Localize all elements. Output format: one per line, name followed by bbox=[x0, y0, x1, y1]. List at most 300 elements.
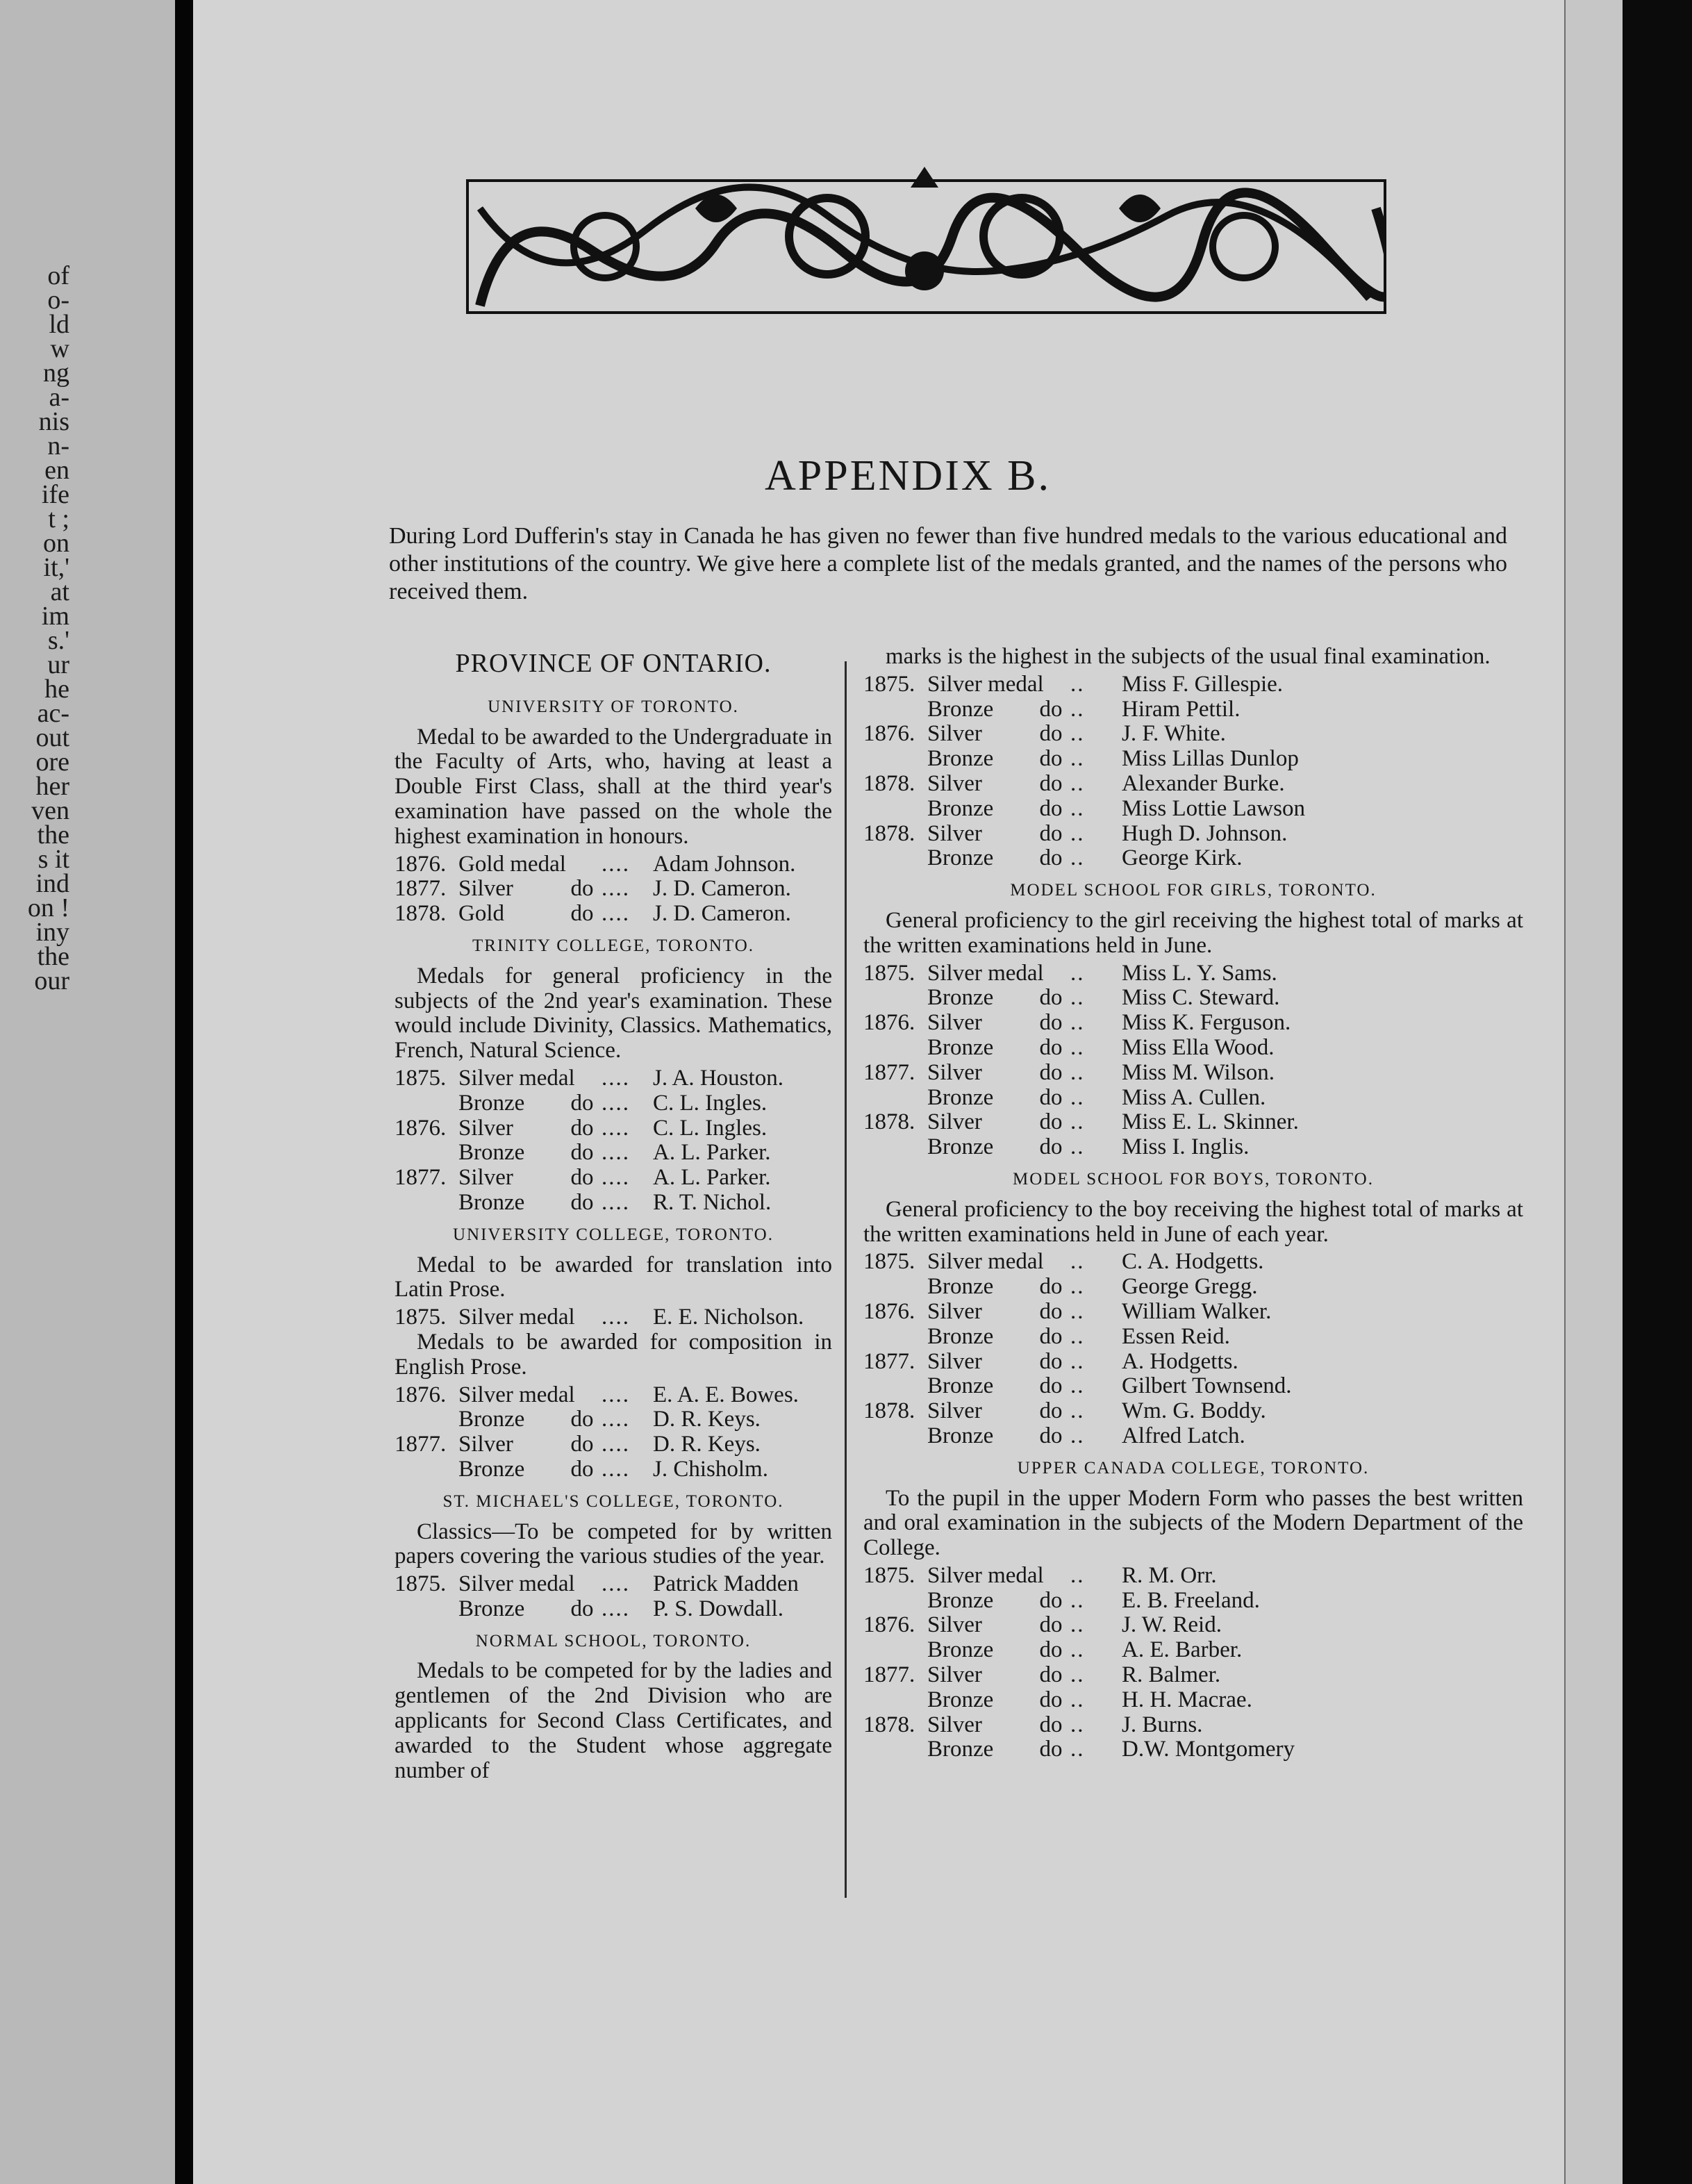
facing-page-line: the bbox=[37, 820, 69, 850]
medal-row bbox=[395, 1166, 832, 1191]
medal-type: Bronze bbox=[927, 985, 994, 1011]
ditto-mark: do bbox=[570, 1432, 594, 1457]
medal-year: 1878. bbox=[863, 1398, 915, 1424]
medal-row bbox=[863, 1737, 1523, 1762]
recipient-name: Miss E. L. Skinner. bbox=[1122, 1109, 1299, 1135]
ditto-mark: do bbox=[1039, 985, 1063, 1011]
book-edge bbox=[1623, 0, 1692, 2184]
section-heading: NORMAL SCHOOL, TORONTO. bbox=[475, 1631, 752, 1651]
medal-year: 1875. bbox=[863, 1249, 915, 1275]
leader-dots: .. bbox=[1070, 1612, 1085, 1638]
medal-year: 1877. bbox=[863, 1662, 915, 1688]
ditto-mark: do bbox=[1039, 1612, 1063, 1638]
page-edge bbox=[1564, 0, 1623, 2184]
medal-type: Silver bbox=[927, 1712, 982, 1737]
medal-year bbox=[395, 1091, 458, 1116]
recipient-name: Adam Johnson. bbox=[653, 851, 796, 877]
medal-year bbox=[863, 1374, 927, 1399]
leader-dots: .... bbox=[602, 1305, 630, 1330]
facing-page-line: n- bbox=[47, 431, 69, 461]
section-heading: MODEL SCHOOL FOR BOYS, TORONTO. bbox=[1013, 1169, 1374, 1189]
medal-row bbox=[395, 877, 832, 902]
facing-page-line: it,' bbox=[43, 553, 69, 582]
medal-type: Silver bbox=[927, 1398, 982, 1424]
medal-year: 1877. bbox=[395, 1432, 447, 1457]
leader-dots: .... bbox=[602, 1140, 630, 1166]
medal-row bbox=[863, 1300, 1523, 1325]
medal-year: 1876. bbox=[395, 1382, 447, 1407]
medal-year: 1876. bbox=[395, 1115, 447, 1141]
medal-type: Silver medal bbox=[458, 1065, 575, 1091]
recipient-name: J. Burns. bbox=[1122, 1712, 1203, 1737]
facing-page-line: iny bbox=[35, 918, 69, 947]
facing-page-line: ur bbox=[47, 650, 69, 679]
recipient-name: E. B. Freeland. bbox=[1122, 1587, 1260, 1613]
recipient-name: William Walker. bbox=[1122, 1298, 1272, 1324]
medal-row bbox=[863, 697, 1523, 722]
medal-type: Bronze bbox=[927, 746, 994, 772]
ditto-mark: do bbox=[1039, 1010, 1063, 1036]
medal-year bbox=[863, 1688, 927, 1713]
medal-row bbox=[863, 822, 1523, 847]
recipient-name: Miss I. Inglis. bbox=[1122, 1134, 1250, 1160]
medal-type: Silver medal bbox=[458, 1382, 575, 1407]
recipient-name: D. R. Keys. bbox=[653, 1432, 761, 1457]
medal-row bbox=[395, 1407, 832, 1432]
facing-page-line: s.' bbox=[47, 626, 69, 655]
section-heading: UPPER CANADA COLLEGE, TORONTO. bbox=[1017, 1458, 1370, 1478]
medal-type: Silver bbox=[458, 1432, 513, 1457]
ditto-mark: do bbox=[1039, 1323, 1063, 1349]
medal-type: Silver bbox=[927, 820, 982, 846]
section-heading: MODEL SCHOOL FOR GIRLS, TORONTO. bbox=[1010, 881, 1377, 900]
medal-year: 1876. bbox=[395, 851, 447, 877]
medal-year: 1875. bbox=[863, 960, 915, 986]
recipient-name: Miss Lottie Lawson bbox=[1122, 795, 1305, 821]
medal-type: Bronze bbox=[927, 696, 994, 722]
medal-row bbox=[863, 1424, 1523, 1449]
medal-row bbox=[863, 1589, 1523, 1614]
ditto-mark: do bbox=[570, 1407, 594, 1432]
leader-dots: .. bbox=[1070, 1059, 1085, 1085]
medal-year: 1876. bbox=[863, 721, 915, 747]
recipient-name: D.W. Montgomery bbox=[1122, 1737, 1295, 1762]
medal-row bbox=[863, 1110, 1523, 1135]
recipient-name: A. E. Barber. bbox=[1122, 1637, 1243, 1663]
ditto-mark: do bbox=[1039, 1737, 1063, 1762]
medal-year: 1875. bbox=[863, 671, 915, 697]
leader-dots: .... bbox=[602, 851, 630, 877]
leader-dots: .... bbox=[602, 1090, 630, 1116]
medal-row bbox=[863, 1688, 1523, 1713]
section-description: Classics—To be competed for by written papers covering the various studies of the year. bbox=[395, 1519, 832, 1569]
medal-row bbox=[863, 1086, 1523, 1111]
medal-type: Bronze bbox=[927, 1084, 994, 1110]
medal-row bbox=[863, 1061, 1523, 1086]
recipient-name: C. L. Ingles. bbox=[653, 1090, 768, 1116]
recipient-name: P. S. Dowdall. bbox=[653, 1596, 783, 1621]
medal-row bbox=[863, 1350, 1523, 1375]
leader-dots: .. bbox=[1070, 985, 1085, 1011]
medal-row bbox=[863, 986, 1523, 1011]
facing-page-line: her bbox=[35, 772, 69, 801]
medal-year: 1878. bbox=[395, 901, 447, 927]
medal-row bbox=[863, 772, 1523, 797]
recipient-name: C. L. Ingles. bbox=[653, 1115, 768, 1141]
medal-row bbox=[863, 1036, 1523, 1061]
medal-type: Silver bbox=[927, 1109, 982, 1135]
medal-type: Gold medal bbox=[458, 851, 566, 877]
recipient-name: J. D. Cameron. bbox=[653, 901, 791, 927]
facing-page-line: t ; bbox=[48, 504, 69, 533]
recipient-name: Miss K. Ferguson. bbox=[1122, 1010, 1291, 1036]
recipient-name: A. L. Parker. bbox=[653, 1140, 771, 1166]
medal-row bbox=[863, 961, 1523, 986]
leader-dots: .. bbox=[1070, 1587, 1085, 1613]
section-description: Medals for general proficiency in the subjects of the 2nd year's examination. These would include Divinity, Classics. Mathematics, French, Natural Science. bbox=[395, 963, 832, 1064]
recipient-name: J. A. Houston. bbox=[653, 1065, 783, 1091]
medal-type: Bronze bbox=[927, 1373, 994, 1399]
ditto-mark: do bbox=[1039, 1134, 1063, 1160]
leader-dots: .. bbox=[1070, 746, 1085, 772]
ditto-mark: do bbox=[570, 1115, 594, 1141]
ditto-mark: do bbox=[1039, 1398, 1063, 1424]
medal-type: Bronze bbox=[927, 1637, 994, 1663]
leader-dots: .. bbox=[1070, 1084, 1085, 1110]
medal-type: Silver medal bbox=[458, 1305, 575, 1330]
recipient-name: Hugh D. Johnson. bbox=[1122, 820, 1288, 846]
leader-dots: .... bbox=[602, 1065, 630, 1091]
medal-year bbox=[863, 1275, 927, 1300]
medal-type: Silver bbox=[927, 1059, 982, 1085]
section-description: Medal to be awarded to the Undergraduate in the Faculty of Arts, who, having at least a Double First Class, shall at the third year's examination have passed on the whole the highest examination in honours. bbox=[395, 724, 832, 849]
medal-year bbox=[395, 1141, 458, 1166]
facing-page-line: ac- bbox=[37, 699, 69, 728]
recipient-name: Miss C. Steward. bbox=[1122, 985, 1280, 1011]
ditto-mark: do bbox=[1039, 1274, 1063, 1300]
recipient-name: R. T. Nichol. bbox=[653, 1189, 772, 1215]
leader-dots: .. bbox=[1070, 1637, 1085, 1663]
facing-page-line: ore bbox=[35, 747, 69, 777]
recipient-name: R. M. Orr. bbox=[1122, 1562, 1217, 1588]
facing-page-line: ife bbox=[41, 480, 69, 509]
medal-year: 1877. bbox=[863, 1059, 915, 1085]
medal-row bbox=[395, 1457, 832, 1482]
ditto-mark: do bbox=[1039, 1423, 1063, 1448]
ditto-mark: do bbox=[570, 1140, 594, 1166]
medal-type: Silver bbox=[927, 1612, 982, 1638]
ditto-mark: do bbox=[1039, 1298, 1063, 1324]
medal-row bbox=[395, 1091, 832, 1116]
medal-row bbox=[863, 722, 1523, 747]
page-title: APPENDIX B. bbox=[765, 452, 1051, 499]
leader-dots: .... bbox=[602, 1407, 630, 1432]
recipient-name: Miss Ella Wood. bbox=[1122, 1034, 1275, 1060]
leader-dots: .. bbox=[1070, 1323, 1085, 1349]
leader-dots: .. bbox=[1070, 1398, 1085, 1424]
medal-row bbox=[395, 1572, 832, 1597]
section-heading: TRINITY COLLEGE, TORONTO. bbox=[472, 936, 754, 955]
ditto-mark: do bbox=[1039, 696, 1063, 722]
recipient-name: R. Balmer. bbox=[1122, 1662, 1221, 1688]
medal-row bbox=[863, 747, 1523, 772]
facing-page-line: our bbox=[34, 966, 69, 995]
recipient-name: Alexander Burke. bbox=[1122, 770, 1285, 796]
medal-row bbox=[863, 1399, 1523, 1424]
section-description: Medals to be competed for by the ladies and gentlemen of the 2nd Division who are applicants for Second Class Certificates, and awarded to the Student whose aggregate number of bbox=[395, 1658, 832, 1783]
medal-type: Bronze bbox=[458, 1090, 525, 1116]
medal-type: Silver bbox=[927, 1662, 982, 1688]
ditto-mark: do bbox=[570, 1090, 594, 1116]
recipient-name: Alfred Latch. bbox=[1122, 1423, 1245, 1448]
medal-year: 1878. bbox=[863, 1712, 915, 1737]
medal-year: 1875. bbox=[395, 1571, 447, 1597]
facing-page-line: s it bbox=[38, 845, 69, 874]
leader-dots: .. bbox=[1070, 696, 1085, 722]
medal-year: 1877. bbox=[863, 1348, 915, 1374]
medal-year bbox=[863, 1638, 927, 1663]
ditto-mark: do bbox=[1039, 1637, 1063, 1663]
medal-type: Silver bbox=[927, 1010, 982, 1036]
medal-row bbox=[863, 797, 1523, 822]
recipient-name: J. W. Reid. bbox=[1122, 1612, 1222, 1638]
leader-dots: .... bbox=[602, 1456, 630, 1482]
section-description: General proficiency to the boy receiving the highest total of marks at the written examinations held in June of each year. bbox=[863, 1196, 1523, 1247]
facing-page-line: o- bbox=[47, 286, 69, 315]
medal-row bbox=[395, 902, 832, 927]
medal-year bbox=[863, 986, 927, 1011]
medal-row bbox=[863, 1638, 1523, 1663]
leader-dots: .. bbox=[1070, 770, 1085, 796]
medal-year: 1878. bbox=[863, 1109, 915, 1135]
medal-row bbox=[863, 846, 1523, 871]
medal-row bbox=[395, 1597, 832, 1622]
book-page bbox=[193, 0, 1623, 2184]
ditto-mark: do bbox=[1039, 1084, 1063, 1110]
leader-dots: .. bbox=[1070, 1249, 1085, 1275]
leader-dots: .... bbox=[602, 1115, 630, 1141]
recipient-name: E. A. E. Bowes. bbox=[653, 1382, 799, 1407]
leader-dots: .... bbox=[602, 1571, 630, 1597]
facing-page-text bbox=[0, 261, 69, 995]
medal-year: 1878. bbox=[863, 820, 915, 846]
medal-type: Silver medal bbox=[927, 1562, 1044, 1588]
facing-page-line: at bbox=[50, 577, 69, 606]
recipient-name: Miss Lillas Dunlop bbox=[1122, 746, 1299, 772]
medal-year bbox=[863, 846, 927, 871]
column-divider bbox=[845, 661, 847, 1898]
medal-type: Bronze bbox=[927, 1034, 994, 1060]
leader-dots: .... bbox=[602, 1165, 630, 1191]
medal-row bbox=[863, 1135, 1523, 1160]
facing-page-line: nis bbox=[38, 407, 69, 436]
medal-row bbox=[395, 1191, 832, 1216]
recipient-name: Gilbert Townsend. bbox=[1122, 1373, 1292, 1399]
left-column bbox=[395, 645, 832, 1786]
medal-year: 1878. bbox=[863, 770, 915, 796]
leader-dots: .. bbox=[1070, 1010, 1085, 1036]
medal-row bbox=[863, 1564, 1523, 1589]
medal-type: Silver medal bbox=[927, 671, 1044, 697]
medal-type: Silver bbox=[927, 1348, 982, 1374]
medal-row bbox=[863, 1011, 1523, 1036]
medal-row bbox=[863, 1250, 1523, 1275]
ditto-mark: do bbox=[1039, 1712, 1063, 1737]
province-heading: PROVINCE OF ONTARIO. bbox=[455, 649, 772, 678]
medal-row bbox=[395, 1141, 832, 1166]
medal-type: Bronze bbox=[927, 1274, 994, 1300]
recipient-name: George Kirk. bbox=[1122, 845, 1243, 871]
ditto-mark: do bbox=[570, 1189, 594, 1215]
leader-dots: .. bbox=[1070, 1562, 1085, 1588]
leader-dots: .... bbox=[602, 901, 630, 927]
medal-year bbox=[863, 747, 927, 772]
ditto-mark: do bbox=[1039, 770, 1063, 796]
medal-type: Silver medal bbox=[927, 960, 1044, 986]
leader-dots: .. bbox=[1070, 1712, 1085, 1737]
ditto-mark: do bbox=[1039, 1587, 1063, 1613]
ditto-mark: do bbox=[1039, 795, 1063, 821]
medal-year bbox=[863, 1737, 927, 1762]
leader-dots: .. bbox=[1070, 1298, 1085, 1324]
medal-type: Bronze bbox=[458, 1189, 525, 1215]
medal-type: Gold bbox=[458, 901, 504, 927]
intro-paragraph: During Lord Dufferin's stay in Canada he has given no fewer than five hundred medals to the various educational and other institutions of the country. We give here a complete list of the medals granted, and the names of the persons who received them. bbox=[389, 523, 1507, 604]
leader-dots: .. bbox=[1070, 1348, 1085, 1374]
facing-page-line: of bbox=[47, 261, 69, 290]
facing-page-line: ind bbox=[35, 869, 69, 898]
facing-page-line: im bbox=[41, 602, 69, 631]
medal-row bbox=[395, 1383, 832, 1408]
medal-year: 1875. bbox=[863, 1562, 915, 1588]
recipient-name: J. D. Cameron. bbox=[653, 876, 791, 902]
leader-dots: .. bbox=[1070, 1662, 1085, 1688]
section-description: Medal to be awarded for translation into Latin Prose. bbox=[395, 1252, 832, 1302]
medal-row bbox=[395, 1432, 832, 1457]
leader-dots: .... bbox=[602, 1382, 630, 1407]
section-heading: UNIVERSITY OF TORONTO. bbox=[488, 697, 739, 716]
facing-page-line: on ! bbox=[27, 893, 69, 923]
medal-year bbox=[395, 1191, 458, 1216]
medal-year: 1876. bbox=[863, 1298, 915, 1324]
ditto-mark: do bbox=[570, 1165, 594, 1191]
leader-dots: .... bbox=[602, 1596, 630, 1621]
leader-dots: .. bbox=[1070, 845, 1085, 871]
medal-type: Silver medal bbox=[458, 1571, 575, 1597]
medal-row bbox=[395, 1305, 832, 1330]
medal-type: Silver bbox=[927, 1298, 982, 1324]
recipient-name: Miss F. Gillespie. bbox=[1122, 671, 1284, 697]
medal-row bbox=[863, 672, 1523, 697]
medal-year bbox=[395, 1597, 458, 1622]
ditto-mark: do bbox=[1039, 1373, 1063, 1399]
medal-type: Bronze bbox=[927, 795, 994, 821]
medal-type: Bronze bbox=[458, 1140, 525, 1166]
ditto-mark: do bbox=[1039, 1034, 1063, 1060]
medal-year bbox=[863, 797, 927, 822]
ditto-mark: do bbox=[1039, 1348, 1063, 1374]
recipient-name: Miss A. Cullen. bbox=[1122, 1084, 1266, 1110]
medal-row bbox=[863, 1713, 1523, 1738]
medal-year bbox=[863, 1325, 927, 1350]
recipient-name: Essen Reid. bbox=[1122, 1323, 1230, 1349]
recipient-name: A. Hodgetts. bbox=[1122, 1348, 1238, 1374]
leader-dots: .. bbox=[1070, 671, 1085, 697]
section-description: marks is the highest in the subjects of the usual final examination. bbox=[886, 644, 1491, 669]
facing-page-line: ven bbox=[31, 796, 69, 825]
medal-row bbox=[863, 1325, 1523, 1350]
leader-dots: .. bbox=[1070, 1737, 1085, 1762]
facing-page-line: w bbox=[50, 334, 69, 363]
recipient-name: Hiram Pettil. bbox=[1122, 696, 1241, 722]
medal-type: Bronze bbox=[927, 1323, 994, 1349]
medal-type: Bronze bbox=[927, 1737, 994, 1762]
ditto-mark: do bbox=[1039, 746, 1063, 772]
ditto-mark: do bbox=[570, 901, 594, 927]
ditto-mark: do bbox=[1039, 1687, 1063, 1712]
ditto-mark: do bbox=[1039, 1059, 1063, 1085]
ditto-mark: do bbox=[1039, 845, 1063, 871]
recipient-name: George Gregg. bbox=[1122, 1274, 1258, 1300]
medal-year bbox=[863, 1135, 927, 1160]
recipient-name: Wm. G. Boddy. bbox=[1122, 1398, 1266, 1424]
medal-year bbox=[863, 1036, 927, 1061]
medal-row bbox=[863, 1613, 1523, 1638]
medal-row bbox=[863, 1663, 1523, 1688]
ditto-mark: do bbox=[1039, 1109, 1063, 1135]
medal-type: Silver bbox=[458, 1165, 513, 1191]
facing-page-line: out bbox=[35, 723, 69, 752]
section-description: Medals to be awarded for composition in English Prose. bbox=[395, 1329, 832, 1380]
recipient-name: A. L. Parker. bbox=[653, 1165, 771, 1191]
medal-year bbox=[863, 1424, 927, 1449]
leader-dots: .... bbox=[602, 1432, 630, 1457]
section-heading: ST. MICHAEL'S COLLEGE, TORONTO. bbox=[442, 1491, 784, 1511]
right-column bbox=[863, 645, 1523, 1762]
ditto-mark: do bbox=[1039, 721, 1063, 747]
facing-page-line: ng bbox=[43, 358, 69, 388]
facing-page-line: he bbox=[44, 675, 69, 704]
medal-year bbox=[395, 1457, 458, 1482]
ditto-mark: do bbox=[1039, 820, 1063, 846]
ditto-mark: do bbox=[1039, 1662, 1063, 1688]
leader-dots: .. bbox=[1070, 1423, 1085, 1448]
medal-year bbox=[395, 1407, 458, 1432]
medal-year bbox=[863, 1589, 927, 1614]
medal-year: 1875. bbox=[395, 1305, 447, 1330]
medal-type: Silver bbox=[458, 1115, 513, 1141]
medal-year bbox=[863, 697, 927, 722]
medal-type: Bronze bbox=[927, 1587, 994, 1613]
recipient-name: H. H. Macrae. bbox=[1122, 1687, 1252, 1712]
leader-dots: .. bbox=[1070, 1687, 1085, 1712]
ditto-mark: do bbox=[570, 1456, 594, 1482]
ditto-mark: do bbox=[570, 1596, 594, 1621]
book-gutter bbox=[175, 0, 193, 2184]
medal-year: 1875. bbox=[395, 1065, 447, 1091]
medal-year: 1876. bbox=[863, 1010, 915, 1036]
leader-dots: .. bbox=[1070, 1274, 1085, 1300]
medal-row bbox=[863, 1275, 1523, 1300]
medal-type: Silver bbox=[927, 721, 982, 747]
facing-page-fragment bbox=[0, 0, 175, 2184]
recipient-name: Miss M. Wilson. bbox=[1122, 1059, 1275, 1085]
leader-dots: .... bbox=[602, 1189, 630, 1215]
medal-year: 1876. bbox=[863, 1612, 915, 1638]
medal-row bbox=[863, 1374, 1523, 1399]
medal-type: Silver bbox=[458, 876, 513, 902]
section-description: General proficiency to the girl receiving the highest total of marks at the written examinations held in June. bbox=[863, 907, 1523, 958]
